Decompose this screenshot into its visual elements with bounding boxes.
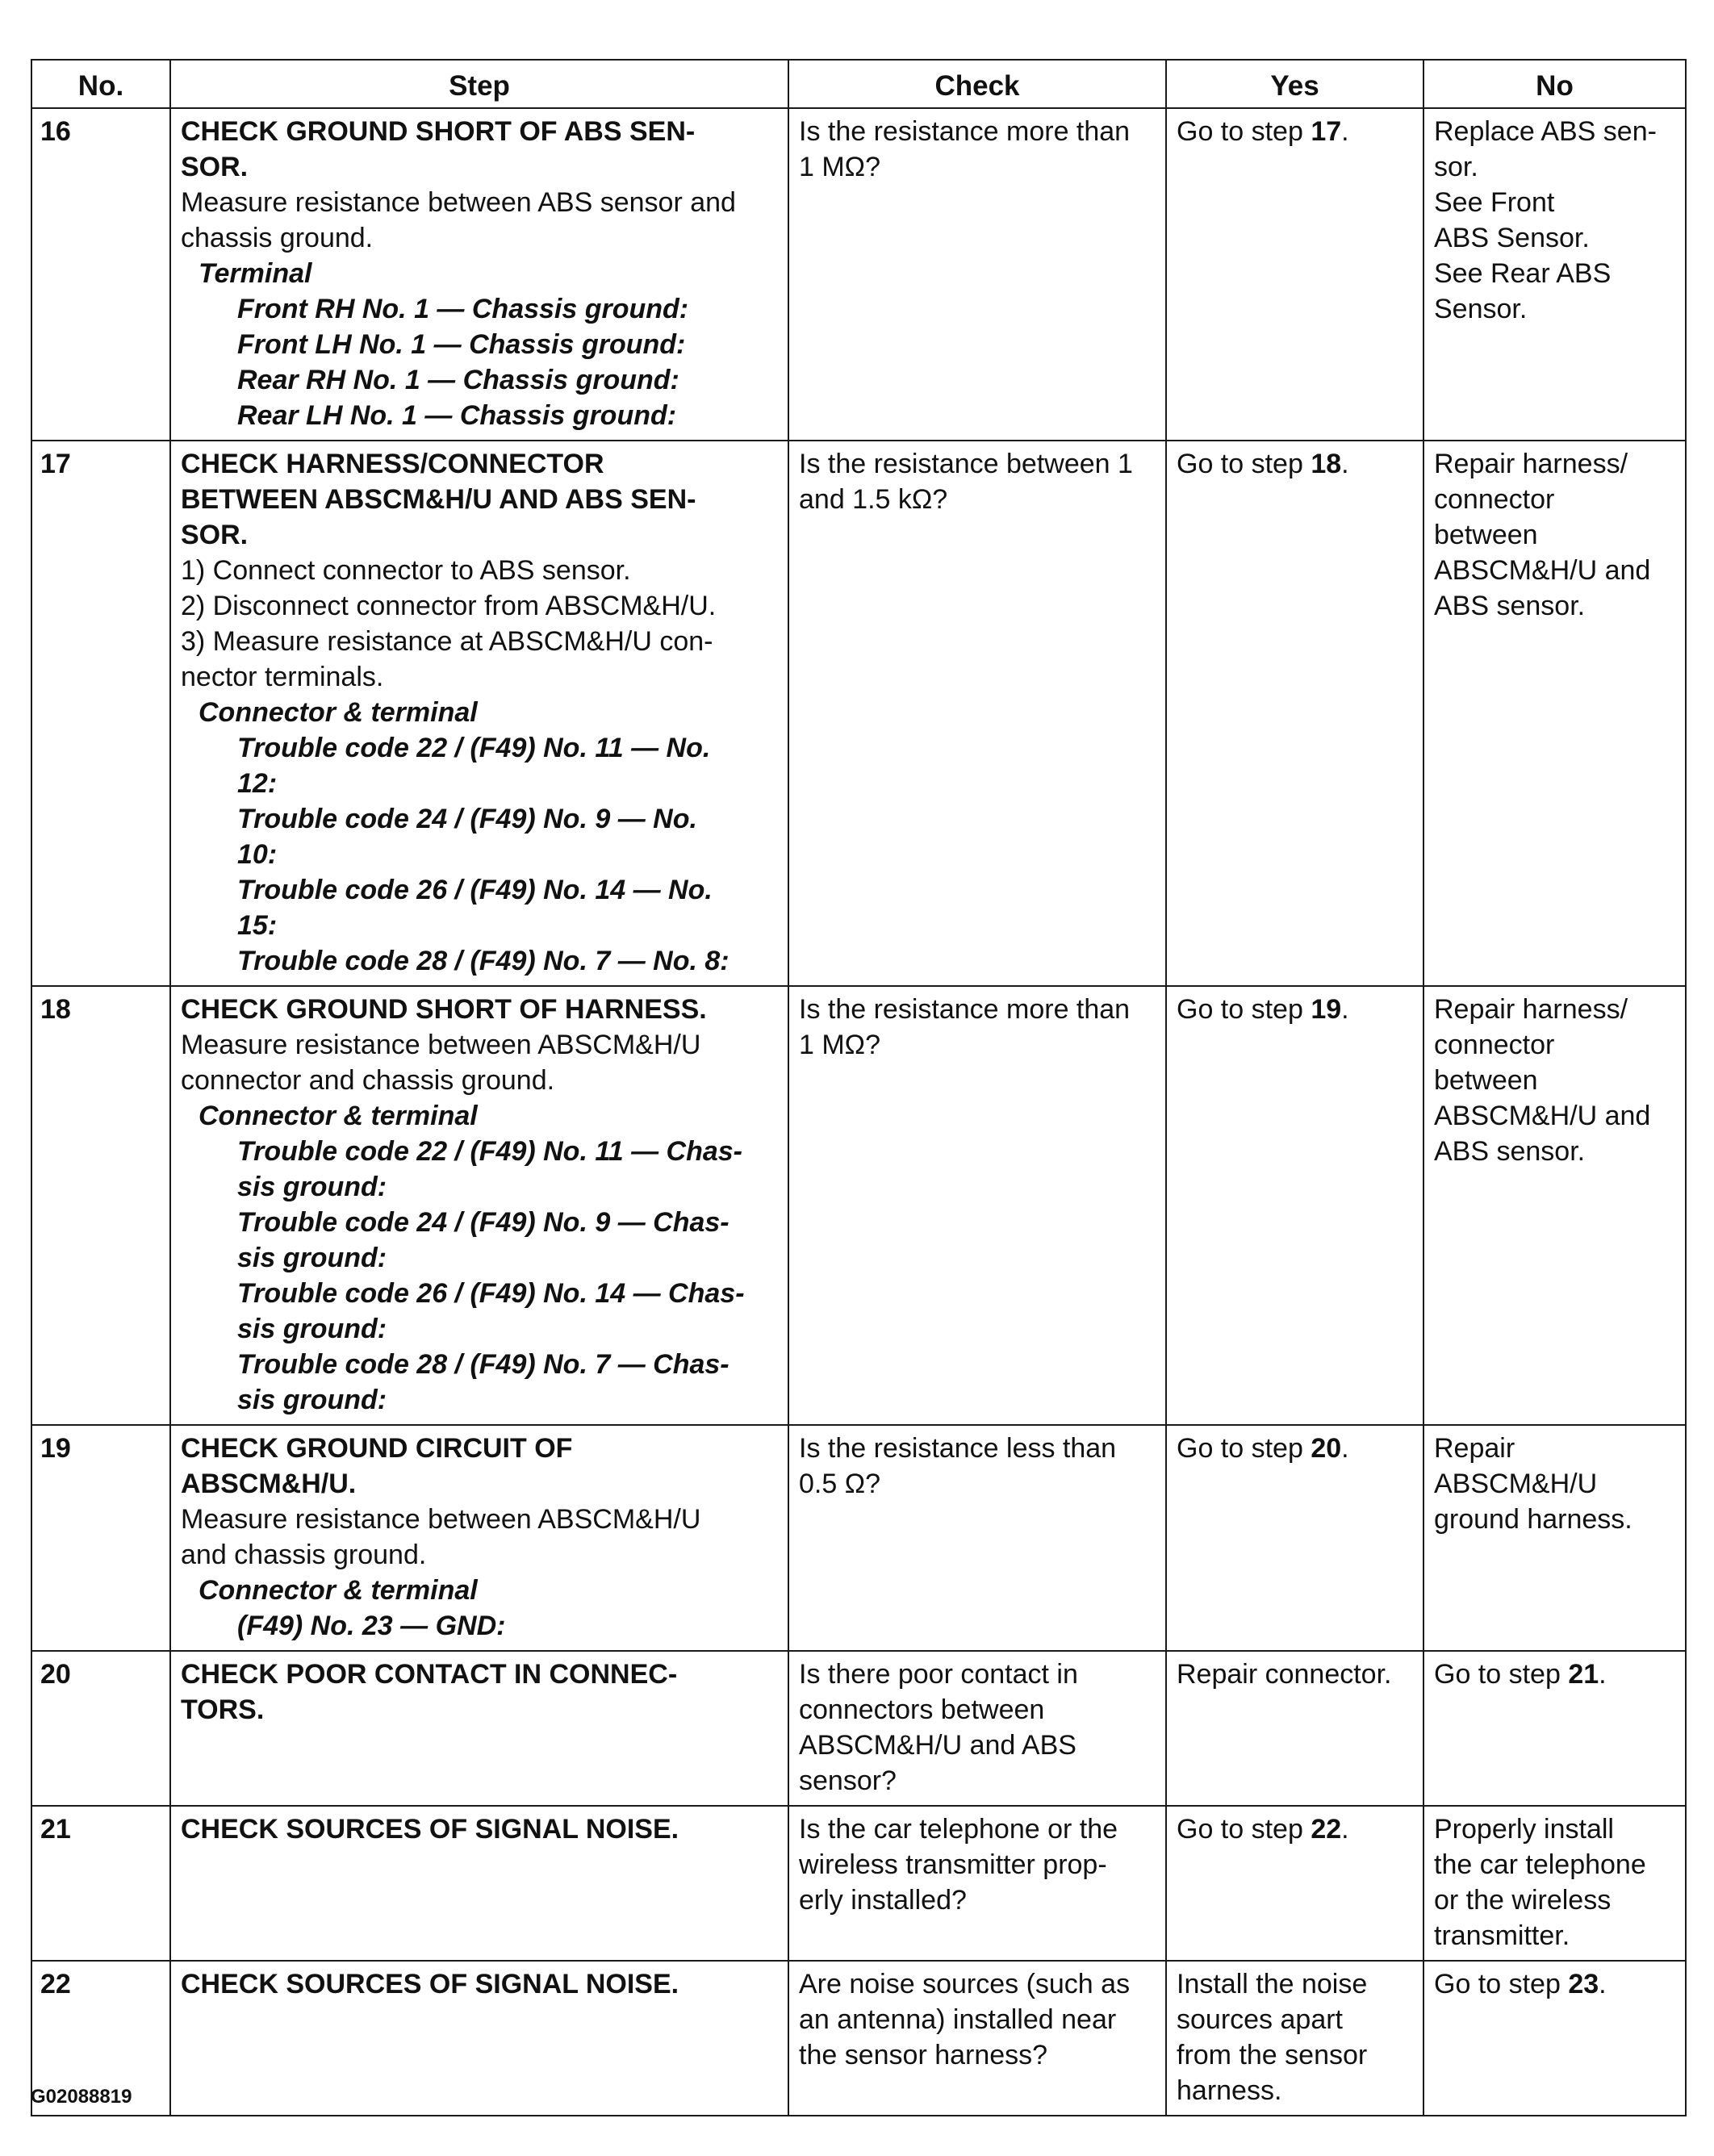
table-body — [31, 108, 1686, 2116]
terminal-spec: Trouble code 24 / (F49) No. 9 — No. — [237, 804, 697, 834]
terminal-spec: Trouble code 28 / (F49) No. 7 — No. 8: — [237, 946, 729, 976]
step-number: 18 — [31, 986, 170, 1425]
no-text: Repair — [1434, 1433, 1515, 1464]
no-text: connector — [1434, 1030, 1555, 1060]
check-question: Is the resistance between 1 — [799, 449, 1133, 479]
terminal-spec: sis ground: — [237, 1243, 387, 1273]
no-cell — [1423, 1651, 1686, 1806]
yes-cell — [1166, 441, 1423, 986]
check-question: connectors between — [799, 1694, 1045, 1725]
terminal-heading: Terminal — [199, 258, 312, 289]
table-row — [31, 1961, 1686, 2116]
step-title: CHECK SOURCES OF SIGNAL NOISE. — [181, 1814, 679, 1845]
step-title: CHECK HARNESS/CONNECTOR — [181, 449, 604, 479]
check-question: Is there poor contact in — [799, 1659, 1078, 1690]
no-line — [1434, 1657, 1677, 1692]
step-title: CHECK POOR CONTACT IN CONNEC- — [181, 1659, 678, 1690]
no-text: connector — [1434, 484, 1555, 515]
no-text: Properly install — [1434, 1814, 1614, 1845]
yes-prefix: Go to step — [1177, 1814, 1311, 1845]
no-text: ABSCM&H/U and — [1434, 555, 1651, 586]
no-text: or the wireless — [1434, 1885, 1612, 1916]
no-step-ref: 23 — [1568, 1969, 1599, 1999]
step-number: 16 — [31, 108, 170, 441]
step-number: 20 — [31, 1651, 170, 1806]
no-step-ref: 21 — [1568, 1659, 1599, 1690]
diagnostic-table-sheet — [31, 59, 1685, 2116]
terminal-heading: Connector & terminal — [199, 697, 478, 728]
terminal-spec: sis ground: — [237, 1172, 387, 1202]
no-text: ABS sensor. — [1434, 591, 1586, 621]
check-question: the sensor harness? — [799, 2040, 1048, 2070]
yes-prefix: Go to step — [1177, 1433, 1311, 1464]
step-instruction: Measure resistance between ABS sensor and — [181, 187, 736, 218]
yes-prefix: Go to step — [1177, 994, 1311, 1025]
yes-line — [1177, 992, 1415, 1027]
check-cell — [788, 1961, 1166, 2116]
terminal-spec: Front RH No. 1 — Chassis ground: — [237, 294, 689, 324]
yes-line — [1177, 1431, 1415, 1466]
yes-suffix: . — [1341, 994, 1349, 1025]
check-question: 1 MΩ? — [799, 1030, 881, 1060]
yes-cell — [1166, 1961, 1423, 2116]
step-title: CHECK SOURCES OF SIGNAL NOISE. — [181, 1969, 679, 1999]
no-cell — [1423, 108, 1686, 441]
step-cell — [170, 108, 788, 441]
check-question: Is the car telephone or the — [799, 1814, 1118, 1845]
terminal-spec: Trouble code 22 / (F49) No. 11 — No. — [237, 733, 711, 763]
step-number: 19 — [31, 1425, 170, 1651]
terminal-spec: (F49) No. 23 — GND: — [237, 1611, 506, 1641]
no-text: ground harness. — [1434, 1504, 1632, 1535]
no-cell — [1423, 441, 1686, 986]
no-text: between — [1434, 520, 1538, 550]
check-cell — [788, 441, 1166, 986]
check-question: Are noise sources (such as — [799, 1969, 1131, 1999]
yes-cell — [1166, 1651, 1423, 1806]
terminal-spec: sis ground: — [237, 1314, 387, 1344]
terminal-spec: Trouble code 22 / (F49) No. 11 — Chas- — [237, 1136, 742, 1167]
no-cell — [1423, 986, 1686, 1425]
no-text: the car telephone — [1434, 1849, 1646, 1880]
header-check: Check — [788, 60, 1166, 108]
yes-text: sources apart — [1177, 2004, 1343, 2035]
step-title: BETWEEN ABSCM&H/U AND ABS SEN- — [181, 484, 696, 515]
table-row — [31, 1806, 1686, 1961]
diagnostic-table — [31, 59, 1687, 2116]
step-title: CHECK GROUND CIRCUIT OF — [181, 1433, 573, 1464]
header-yes: Yes — [1166, 60, 1423, 108]
no-text: transmitter. — [1434, 1920, 1570, 1951]
check-question: and 1.5 kΩ? — [799, 484, 948, 515]
yes-cell — [1166, 108, 1423, 441]
step-cell — [170, 1961, 788, 2116]
yes-step-ref: 22 — [1311, 1814, 1342, 1845]
check-cell — [788, 986, 1166, 1425]
yes-prefix: Go to step — [1177, 116, 1311, 147]
yes-step-ref: 20 — [1311, 1433, 1342, 1464]
step-title: CHECK GROUND SHORT OF ABS SEN- — [181, 116, 696, 147]
terminal-spec: 10: — [237, 839, 278, 870]
step-instruction: and chassis ground. — [181, 1540, 427, 1570]
terminal-heading: Connector & terminal — [199, 1575, 478, 1606]
check-question: erly installed? — [799, 1885, 967, 1916]
no-text: ABSCM&H/U — [1434, 1469, 1598, 1499]
table-row — [31, 441, 1686, 986]
header-no-result: No — [1423, 60, 1686, 108]
terminal-spec: Rear RH No. 1 — Chassis ground: — [237, 365, 679, 395]
check-cell — [788, 1425, 1166, 1651]
step-cell — [170, 1651, 788, 1806]
no-text: Sensor. — [1434, 294, 1528, 324]
check-question: Is the resistance less than — [799, 1433, 1117, 1464]
check-question: an antenna) installed near — [799, 2004, 1117, 2035]
header-step: Step — [170, 60, 788, 108]
check-question: Is the resistance more than — [799, 116, 1131, 147]
terminal-spec: Trouble code 26 / (F49) No. 14 — Chas- — [237, 1278, 745, 1309]
yes-cell — [1166, 1806, 1423, 1961]
table-row — [31, 1651, 1686, 1806]
step-instruction: chassis ground. — [181, 223, 374, 253]
step-number: 17 — [31, 441, 170, 986]
header-no: No. — [31, 60, 170, 108]
yes-text: harness. — [1177, 2075, 1282, 2106]
step-cell — [170, 1425, 788, 1651]
terminal-spec: Trouble code 26 / (F49) No. 14 — No. — [237, 875, 713, 905]
check-question: wireless transmitter prop- — [799, 1849, 1107, 1880]
step-instruction: 1) Connect connector to ABS sensor. — [181, 555, 631, 586]
no-text: ABS Sensor. — [1434, 223, 1590, 253]
step-instruction: nector terminals. — [181, 662, 384, 692]
terminal-spec: Trouble code 28 / (F49) No. 7 — Chas- — [237, 1349, 729, 1380]
step-cell — [170, 441, 788, 986]
header-row — [31, 60, 1686, 108]
no-text: See Front — [1434, 187, 1555, 218]
no-text: See Rear ABS — [1434, 258, 1612, 289]
yes-step-ref: 17 — [1311, 116, 1342, 147]
step-instruction: Measure resistance between ABSCM&H/U — [181, 1504, 701, 1535]
step-title: SOR. — [181, 152, 249, 182]
check-cell — [788, 1651, 1166, 1806]
step-number: 22 — [31, 1961, 170, 2116]
step-cell — [170, 1806, 788, 1961]
yes-step-ref: 19 — [1311, 994, 1342, 1025]
yes-text: from the sensor — [1177, 2040, 1368, 2070]
yes-line — [1177, 1657, 1415, 1692]
yes-text: Install the noise — [1177, 1969, 1368, 1999]
no-text: ABS sensor. — [1434, 1136, 1586, 1167]
table-row — [31, 1425, 1686, 1651]
no-text: sor. — [1434, 152, 1478, 182]
check-question: ABSCM&H/U and ABS — [799, 1730, 1076, 1761]
yes-prefix: Go to step — [1177, 449, 1311, 479]
no-text: Repair harness/ — [1434, 449, 1628, 479]
no-cell — [1423, 1806, 1686, 1961]
terminal-spec: 15: — [237, 910, 278, 941]
step-instruction: 2) Disconnect connector from ABSCM&H/U. — [181, 591, 717, 621]
terminal-spec: Front LH No. 1 — Chassis ground: — [237, 329, 686, 360]
step-cell — [170, 986, 788, 1425]
terminal-spec: sis ground: — [237, 1385, 387, 1415]
step-title: ABSCM&H/U. — [181, 1469, 357, 1499]
yes-line — [1177, 114, 1415, 149]
table-row — [31, 108, 1686, 441]
step-title: SOR. — [181, 520, 249, 550]
check-question: Is the resistance more than — [799, 994, 1131, 1025]
step-title: CHECK GROUND SHORT OF HARNESS. — [181, 994, 707, 1025]
no-cell — [1423, 1961, 1686, 2116]
figure-code: G02088819 — [31, 2086, 132, 2108]
terminal-spec: 12: — [237, 768, 278, 799]
terminal-heading: Connector & terminal — [199, 1101, 478, 1131]
check-cell — [788, 108, 1166, 441]
no-text: Replace ABS sen- — [1434, 116, 1657, 147]
step-title: TORS. — [181, 1694, 265, 1725]
step-instruction: Measure resistance between ABSCM&H/U — [181, 1030, 701, 1060]
yes-cell — [1166, 986, 1423, 1425]
check-question: 1 MΩ? — [799, 152, 881, 182]
terminal-spec: Trouble code 24 / (F49) No. 9 — Chas- — [237, 1207, 729, 1238]
no-text: between — [1434, 1065, 1538, 1096]
no-suffix: . — [1599, 1969, 1607, 1999]
step-number: 21 — [31, 1806, 170, 1961]
table-row — [31, 986, 1686, 1425]
no-prefix: Go to step — [1434, 1969, 1569, 1999]
yes-suffix: . — [1341, 1814, 1349, 1845]
no-prefix: Go to step — [1434, 1659, 1569, 1690]
yes-prefix: Repair connector. — [1177, 1659, 1392, 1690]
yes-suffix: . — [1341, 449, 1349, 479]
no-text: Repair harness/ — [1434, 994, 1628, 1025]
yes-suffix: . — [1341, 1433, 1349, 1464]
check-question: 0.5 Ω? — [799, 1469, 881, 1499]
yes-cell — [1166, 1425, 1423, 1651]
no-suffix: . — [1599, 1659, 1607, 1690]
no-line — [1434, 1966, 1677, 2002]
check-question: sensor? — [799, 1765, 897, 1796]
yes-line — [1177, 446, 1415, 482]
terminal-spec: Rear LH No. 1 — Chassis ground: — [237, 400, 677, 431]
step-instruction: connector and chassis ground. — [181, 1065, 555, 1096]
yes-step-ref: 18 — [1311, 449, 1342, 479]
yes-line — [1177, 1811, 1415, 1847]
yes-suffix: . — [1341, 116, 1349, 147]
step-instruction: 3) Measure resistance at ABSCM&H/U con- — [181, 626, 713, 657]
check-cell — [788, 1806, 1166, 1961]
no-cell — [1423, 1425, 1686, 1651]
no-text: ABSCM&H/U and — [1434, 1101, 1651, 1131]
